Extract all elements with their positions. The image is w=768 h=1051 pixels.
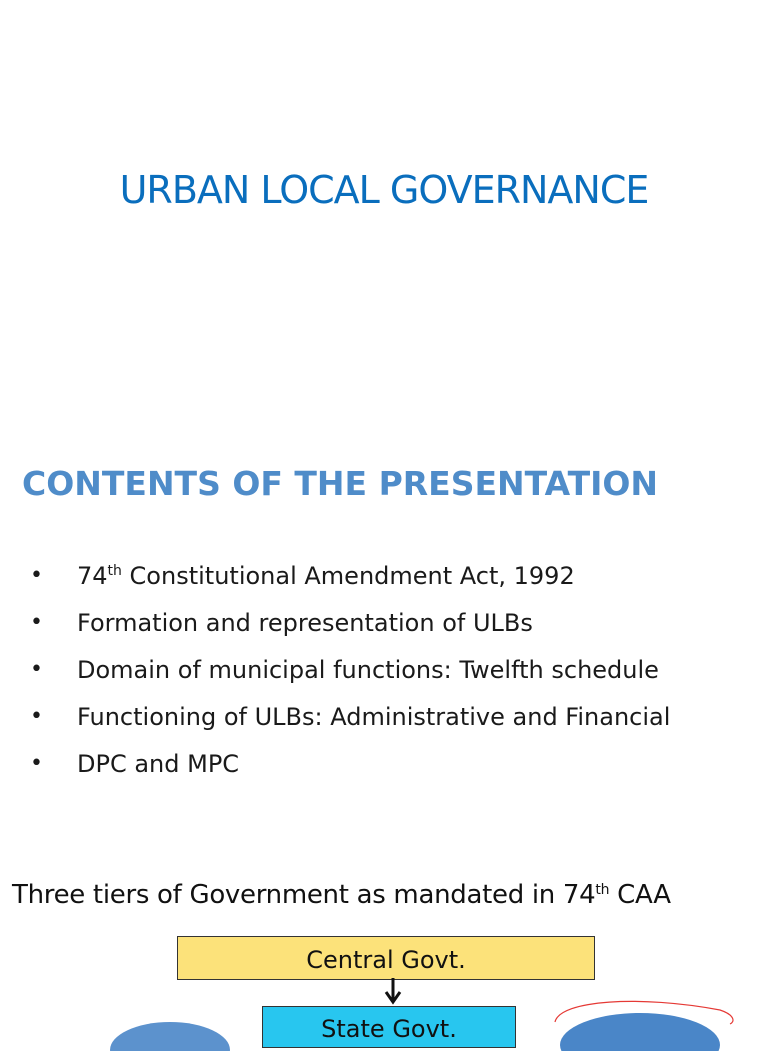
heading-superscript: th xyxy=(595,882,610,898)
slide-contents xyxy=(0,420,768,840)
list-item xyxy=(30,652,670,699)
right-ellipse-shape xyxy=(560,1013,720,1051)
down-arrow-icon xyxy=(383,978,403,1006)
state-govt-box: State Govt. xyxy=(262,1006,516,1048)
list-item xyxy=(30,699,670,746)
heading-suffix: CAA xyxy=(609,880,671,910)
item-superscript: th xyxy=(107,563,122,579)
slide-three-tiers xyxy=(0,840,768,1043)
item-number: 74 xyxy=(77,562,108,590)
item-text: DPC and MPC xyxy=(77,750,240,778)
list-item xyxy=(30,605,670,652)
bullet-icon: • xyxy=(30,751,43,776)
central-govt-box: Central Govt. xyxy=(177,936,595,980)
bullet-icon: • xyxy=(30,563,43,588)
bullet-icon: • xyxy=(30,657,43,682)
item-text: Domain of municipal functions: Twelfth schedule xyxy=(77,656,659,684)
list-item xyxy=(30,746,670,793)
left-ellipse-shape xyxy=(110,1022,230,1051)
contents-list xyxy=(30,558,670,793)
item-text: Functioning of ULBs: Administrative and Financial xyxy=(77,703,671,731)
bullet-icon: • xyxy=(30,704,43,729)
heading-text: Three tiers of Government as mandated in 74 xyxy=(12,880,596,910)
contents-heading: CONTENTS OF THE PRESENTATION xyxy=(22,464,659,503)
item-text: Constitutional Amendment Act, 1992 xyxy=(121,562,575,590)
slide-title-heading: URBAN LOCAL GOVERNANCE xyxy=(119,168,649,212)
bullet-icon: • xyxy=(30,610,43,635)
item-text: Formation and representation of ULBs xyxy=(77,609,533,637)
list-item xyxy=(30,558,670,605)
slide-title xyxy=(0,0,768,420)
